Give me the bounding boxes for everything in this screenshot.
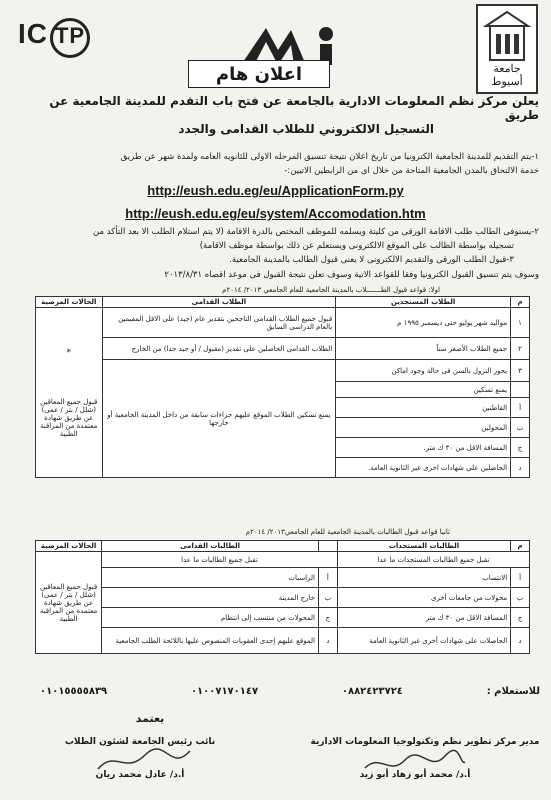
- right-signature-scribble: [360, 748, 470, 778]
- row-number: ج: [511, 438, 530, 458]
- row-number: ج: [318, 608, 337, 628]
- medical-mark: *: [66, 347, 71, 358]
- contact-phone-3: ٠١٠١٥٥٥٥٨٣٩: [40, 686, 108, 697]
- row-number: د: [511, 458, 530, 478]
- table1-header-new: الطلاب المستجدين: [336, 297, 511, 308]
- row-number: ٢: [511, 338, 530, 360]
- old-student-rule: الطلاب القدامى الحاصلين على تقدير (مقبول / أو جيد جدا) من الخارج: [102, 338, 336, 360]
- old-student-rule: قبول جميع الطلاب القدامى الناجحين بتقدير عام (جيد) على الاقل المقيمين بالعام الدراسى السابق: [102, 308, 336, 338]
- new-student-rule: المسافة الاقل من ٣٠ ك متر.: [336, 438, 511, 458]
- table2-header-medical: الحالات المرضية: [36, 541, 102, 552]
- new-student-rule: يجوز التزول بالسن فى حالة وجود اماكن: [336, 360, 511, 382]
- table-row: [36, 338, 530, 360]
- girls-admission-table: [35, 540, 530, 654]
- contact-label: للاستعلام :: [486, 686, 540, 697]
- old-student-rule: الموقع عليهم إحدى العقوبات المنصوص عليها باللائحة الطلب الجامعية: [102, 628, 319, 654]
- left-signatory-name: أ.د/ عادل محمد ريان: [95, 770, 185, 780]
- ictp-logo: IC TP: [18, 18, 90, 58]
- boys-admission-table: [35, 296, 530, 478]
- row-number: [511, 382, 530, 398]
- row-number: د: [318, 628, 337, 654]
- table2-header-row: [36, 541, 530, 552]
- table2-sub-row: [36, 552, 530, 568]
- old-students-subheader: تقبل جميع الطالبات ما عدا: [102, 552, 338, 568]
- new-student-rule: محولات من جامعات أخرى: [337, 588, 510, 608]
- row-number: ب: [318, 588, 337, 608]
- row-number: ٣: [511, 360, 530, 382]
- new-student-rule: القاطنين: [336, 398, 511, 418]
- left-signature-scribble: [90, 745, 200, 777]
- new-student-rule: يمنع تسكين: [336, 382, 511, 398]
- row-number: ب: [511, 588, 530, 608]
- right-signatory-name: أ.د/ محمد أبو زهاد أبو زيد: [359, 770, 471, 780]
- medical-cases-cell: [36, 308, 103, 478]
- row-number: ب: [511, 418, 530, 438]
- new-student-rule: المسافة الاقل من ٣٠ ك متر: [337, 608, 510, 628]
- left-signatory-title: نائب رئيس الجامعة لشئون الطلاب: [64, 737, 216, 747]
- table1-caption: اولا: قواعد قبول الطـــــــلاب بالمدينة الجامعية للعام الجامعي ٢٠١٣/ ٢٠١٤م: [222, 286, 440, 294]
- table2-header-new: الطالبات المستجدات: [337, 541, 510, 552]
- item2-line1: ٢-يستوفى الطالب طلب الاقامة الورقى من كليتة ويسلمه للموظف المختص بالدرة الاقامة (لا يتم استلام الطلب الا بعد التأكد من: [92, 227, 539, 237]
- medical-cases-text: قبول جميع المعاقين (شلل / بتر / عمى) عن طريق شهادة معتمدة من المراقبة الطبية: [40, 397, 98, 438]
- table1-header-old: الطلاب القدامى: [102, 297, 336, 308]
- old-student-rule: الراسبات: [102, 568, 319, 588]
- item1-line2: خدمة الالتحاق بالمدن الجامعية المتاحة من خلال اى من الرابطين الاتيين:-: [284, 166, 539, 176]
- new-student-rule: مواليد شهر يوليو حتى ديسمبر ١٩٩٥ م: [336, 308, 511, 338]
- old-student-rule: المحولات من منتسب إلى انتظام: [102, 608, 319, 628]
- table2-header-num2: [318, 541, 337, 552]
- new-student-rule: المحولين: [336, 418, 511, 438]
- row-number: أ: [318, 568, 337, 588]
- university-building-icon: [480, 6, 534, 66]
- university-logo-text: جامعة أسيوط: [491, 62, 523, 88]
- row-number: ج: [511, 608, 530, 628]
- row-number: أ: [511, 398, 530, 418]
- contact-phone-1: ٠٨٨٢٤٢٣٧٢٤: [341, 686, 403, 697]
- headline-line2: التسجيل الالكتروني للطلاب القدامى والجدد: [178, 122, 434, 136]
- old-student-ban-cell: يمنع تسكين الطلاب الموقع عليهم جزاءات سابقة من داخل المدينة الجامعية أو خارجها: [102, 360, 336, 478]
- table2-caption: ثانيا قواعد قبول الطالبات بالمدينة الجامعية للعام الجامعي٢٠١٣/ ٢٠١٤م: [245, 528, 450, 536]
- table-row: [36, 308, 530, 338]
- accommodation-link[interactable]: http://eush.edu.eg/eu/system/Accomodation.htm: [125, 206, 426, 221]
- announcement-title: اعلان هام: [188, 60, 330, 88]
- item2-line2: تسجيله بواسطة الطالب على الموقع الالكترونى ويستعلم عن ذلك بواسطة موظف الاقامة): [199, 241, 514, 251]
- new-student-rule: الحاصلين على شهادات اخرى غير الثانوية العامة.: [336, 458, 511, 478]
- table-row: [36, 628, 530, 654]
- item1-line1: ١-يتم التقديم للمدينة الجامعية الكترونيا من تاريخ اعلان نتيجة تنسيق المرحله الاولى للثانويه العامه ولمدة شهر عن طريق: [120, 152, 539, 162]
- item3: ٣-قبول الطلب الورقى والتقديم الالكترونى لا يعنى قبول الطالب بالمدينة الجامعية.: [229, 255, 514, 265]
- row-number: د: [511, 628, 530, 654]
- table-row: [36, 608, 530, 628]
- table2-header-num: م: [511, 541, 530, 552]
- row-number: أ: [511, 568, 530, 588]
- table-row: [36, 588, 530, 608]
- new-student-rule: الحاصلات على شهادات أخرى غير الثانوية العامة: [337, 628, 510, 654]
- university-logo: [476, 4, 538, 94]
- contact-phone-2: ٠١٠٠٧١٧٠١٤٧: [190, 686, 259, 697]
- item4: وسوف يتم تنسيق القبول الكترونيا وفقا للقواعد الاتية وسوف تعلن نتيجة القبول فى موعد اقصاه ٢٠١٣/٨/٣١: [164, 270, 539, 280]
- new-student-rule: الانتساب: [337, 568, 510, 588]
- table-row: [36, 360, 530, 382]
- headline-line1: يعلن مركز نظم المعلومات الادارية بالجامعة عن فتح باب التقدم للمدينة الجامعية عن طريق: [49, 94, 539, 122]
- header: [0, 0, 551, 95]
- table1-header-row: [36, 297, 530, 308]
- new-students-subheader: تقبل جميع الطالبات المستجدات ما عدا: [337, 552, 529, 568]
- table2-header-old: الطالبات القدامى: [102, 541, 319, 552]
- row-number: ١: [511, 308, 530, 338]
- approved-label: يعتمد: [135, 712, 165, 725]
- table1-header-medical: الحالات المرضية: [36, 297, 103, 308]
- table-row: [36, 568, 530, 588]
- table1-header-num: م: [511, 297, 530, 308]
- old-student-rule: خارج المدينة: [102, 588, 319, 608]
- application-form-link[interactable]: http://eush.edu.eg/eu/ApplicationForm.py: [147, 183, 404, 198]
- medical-cases-cell: قبول جميع المعاقين (شلل / بتر / عمى) عن طريق شهادة معتمدة من المراقبة الطبية: [36, 552, 102, 654]
- contact-row: [40, 686, 540, 697]
- right-signatory-title: مدير مركز تطوير نظم وتكنولوجيا المعلومات الادارية: [310, 737, 540, 747]
- new-student-rule: جميع الطلاب الأصغر سناً: [336, 338, 511, 360]
